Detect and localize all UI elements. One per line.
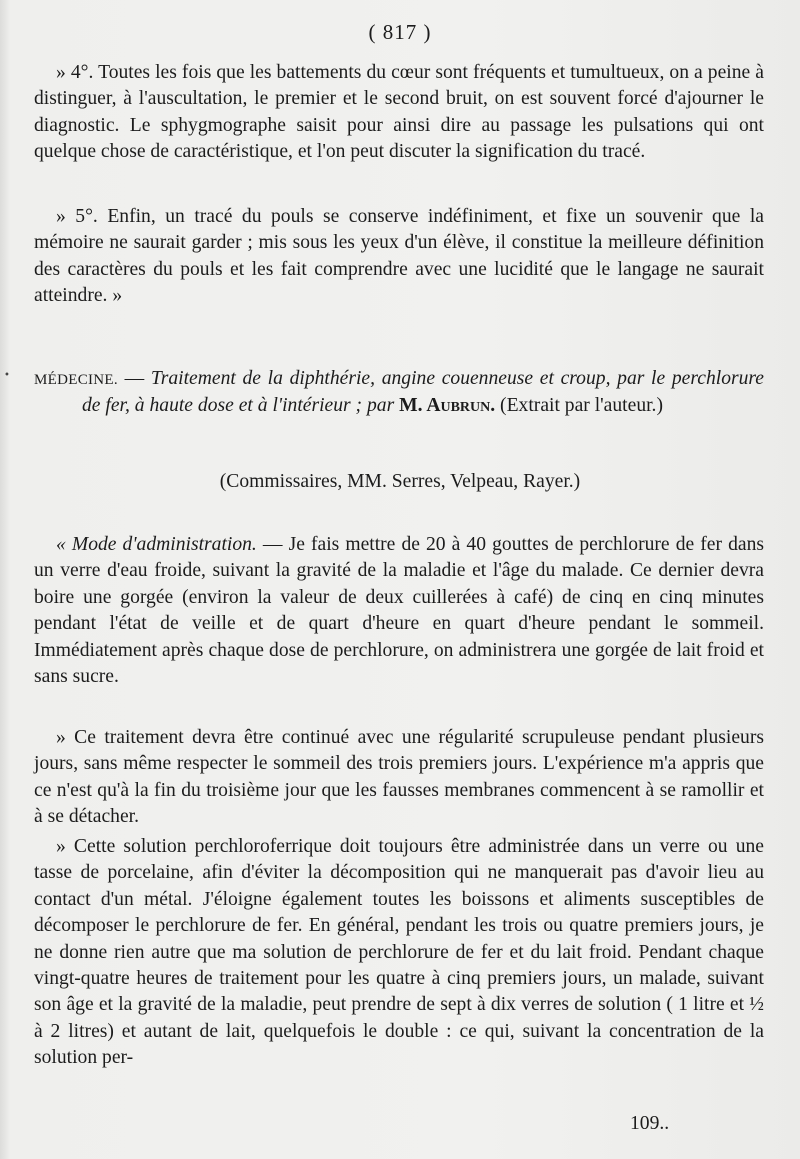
heading-category: MÉDECINE. [34, 372, 118, 388]
paragraph-4-text: Toutes les fois que les battements du cœur sont fréquents et tumultueux, on a peine à distinguer, à l'auscultation, le premier et le second bruit, on est souvent forcé d'ajourner le diagnostic. Le sphygmographe saisit pour ainsi dire au passage les pulsations qui ont quelque chose de caractéristique, et l'on peut discuter la signification du tracé. [34, 62, 764, 163]
section-heading-text [34, 366, 764, 420]
paragraph-point-4 [34, 60, 764, 166]
body-paragraph-3: » Cette solution perchloroferrique doit toujours être administrée dans un verre ou une tasse de porcelaine, afin d'éviter la décomposition qui ne manquerait pas d'avoir lieu au contact d'un métal. J'éloigne également toutes les boissons et aliments susceptibles de décomposer le perchlorure de fer. En général, pendant les trois ou quatre premiers jours, je ne donne rien autre que ma solution de perchlorure de fer et du lait froid. Pendant chaque vingt-quatre heures de traitement pour les quatre à cinq premiers jours, un malade, suivant son âge et la gravité de la maladie, peut prendre de sept à dix verres de solution ( 1 litre et ½ à 2 litres) et autant de lait, quelquefois le double : ce qui, suivant la concentration de la solution per- [34, 836, 764, 1069]
heading-author: M. Aubrun. [399, 395, 496, 417]
signature-mark: 109.. [630, 1113, 670, 1134]
body-paragraph-2: » Ce traitement devra être continué avec une régularité scrupuleuse pendant plusieurs jours, sans même respecter le sommeil des trois premiers jours. L'expérience m'a appris que ce n'est qu'à la fin du troisième jour que les fausses membranes commencent à se ramollir et à se détacher. [34, 727, 764, 828]
heading-dash: — [117, 368, 151, 389]
body-paragraph-1-lead: « Mode d'administration. [56, 534, 257, 555]
paragraph-5-lead: » 5°. [56, 206, 98, 227]
paragraph-point-5 [34, 204, 764, 310]
heading-note: (Extrait par l'auteur.) [495, 395, 663, 417]
paragraph-4-lead: » 4°. [56, 62, 94, 83]
body-paragraph-1-text: — Je fais mettre de 20 à 40 gouttes de perchlorure de fer dans un verre d'eau froide, suivant la gravité de la maladie et l'âge du malade. Ce dernier devra boire une gorgée (environ la valeur de deux cuillerées à café) de cinq en cinq minutes pendant l'état de veille et de quart d'heure en quart d'heure pendant le sommeil. Immédiatement après chaque dose de perchlorure, on administrera une gorgée de lait froid et sans sucre. [34, 534, 764, 688]
commissioners-line: (Commissaires, MM. Serres, Velpeau, Rayer.) [219, 471, 581, 492]
page-number: ( 817 ) [368, 20, 432, 44]
paragraph-5-text: Enfin, un tracé du pouls se conserve indéfiniment, et fixe un souvenir que la mémoire ne saurait garder ; mis sous les yeux d'un élève, il constitue la meilleure définition des caractères du pouls et les fait comprendre avec une lucidité que le langage ne saurait atteindre. » [34, 206, 764, 307]
section-heading [34, 366, 764, 420]
paragraph-5 [34, 204, 764, 310]
paragraph-solution-administration [34, 834, 764, 1072]
body-paragraph-1 [34, 532, 764, 690]
heading-title: Traitement de la diphthérie, angine couenneuse et croup, par le perchlorure de fer, à haute dose et à l'intérieur ; par [82, 368, 765, 417]
paragraph-mode-administration [34, 532, 764, 690]
paragraph-treatment-duration [34, 725, 764, 831]
margin-dot: • [4, 370, 10, 381]
paragraph-4 [34, 60, 764, 166]
